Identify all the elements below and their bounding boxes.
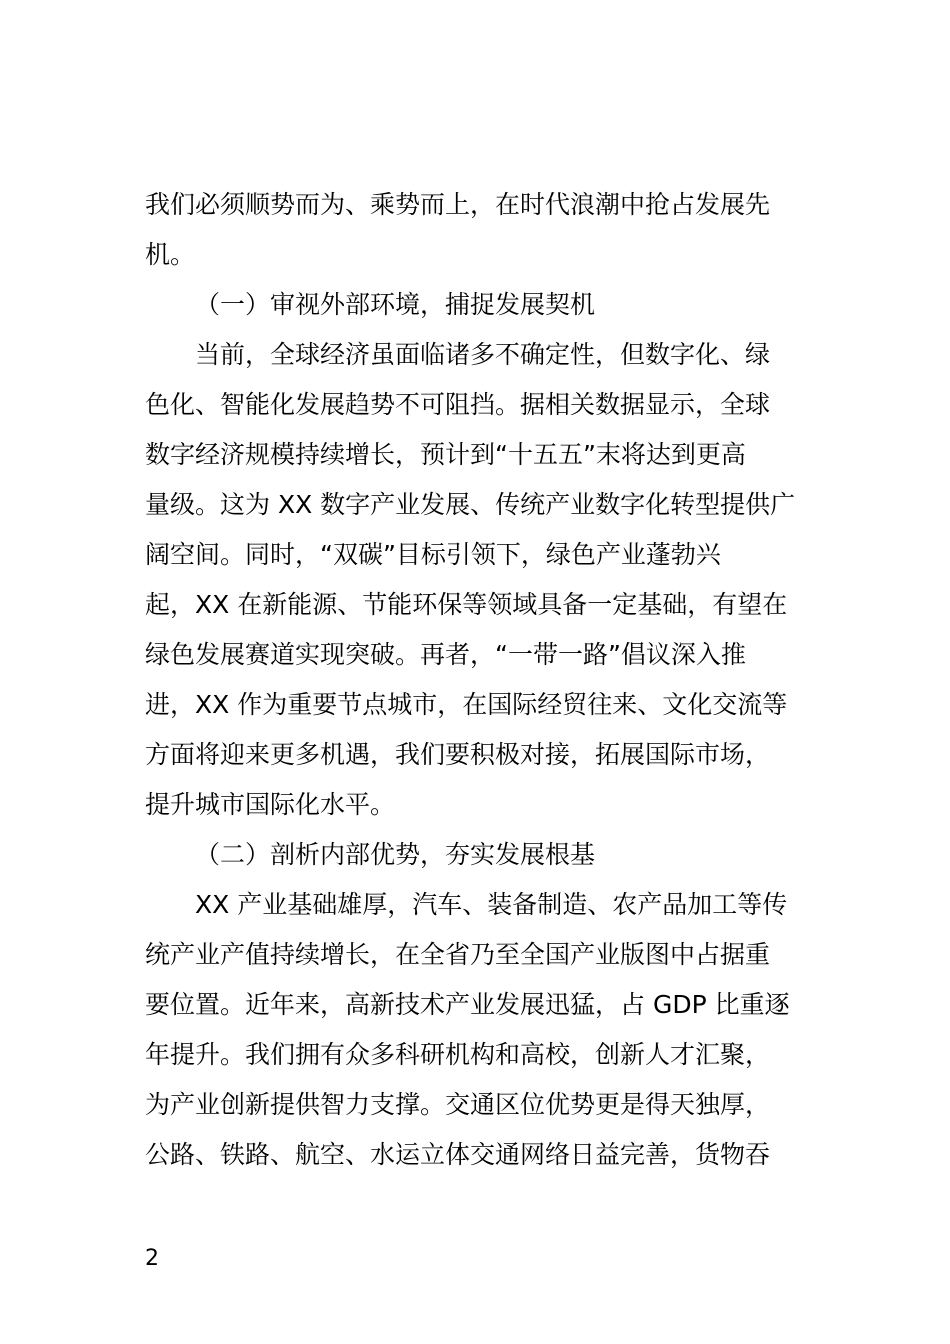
section-heading: （一）审视外部环境，捕捉发展契机 xyxy=(195,290,596,319)
body-line: 机。 xyxy=(145,240,196,269)
body-line: 公路、铁路、航空、水运立体交通网络日益完善，货物吞 xyxy=(145,1140,771,1169)
paragraph-first-line: 当前，全球经济虽面临诸多不确定性，但数字化、绿 xyxy=(195,340,771,369)
body-line: 色化、智能化发展趋势不可阻挡。据相关数据显示，全球 xyxy=(145,390,771,419)
section-heading: （二）剖析内部优势，夯实发展根基 xyxy=(195,840,596,869)
page-number: 2 xyxy=(145,1246,159,1271)
body-line: 统产业产值持续增长，在全省乃至全国产业版图中占据重 xyxy=(145,940,771,969)
body-line: 方面将迎来更多机遇，我们要积极对接，拓展国际市场， xyxy=(145,740,771,769)
body-line: 提升城市国际化水平。 xyxy=(145,790,396,819)
body-line: 我们必须顺势而为、乘势而上，在时代浪潮中抢占发展先 xyxy=(145,190,771,219)
body-line: 进，XX 作为重要节点城市，在国际经贸往来、文化交流等 xyxy=(145,690,788,719)
body-line: 起，XX 在新能源、节能环保等领域具备一定基础，有望在 xyxy=(145,590,788,619)
body-line: 阔空间。同时，“双碳”目标引领下，绿色产业蓬勃兴 xyxy=(145,540,721,569)
body-line: 要位置。近年来，高新技术产业发展迅猛，占 GDP 比重逐 xyxy=(145,990,790,1019)
body-line: 年提升。我们拥有众多科研机构和高校，创新人才汇聚， xyxy=(145,1040,771,1069)
body-line: 量级。这为 XX 数字产业发展、传统产业数字化转型提供广 xyxy=(145,490,796,519)
paragraph-first-line: XX 产业基础雄厚，汽车、装备制造、农产品加工等传 xyxy=(195,890,788,919)
body-line: 为产业创新提供智力支撑。交通区位优势更是得天独厚， xyxy=(145,1090,771,1119)
body-line: 绿色发展赛道实现突破。再者，“一带一路”倡议深入推 xyxy=(145,640,746,669)
body-line: 数字经济规模持续增长，预计到“十五五”末将达到更高 xyxy=(145,440,746,469)
